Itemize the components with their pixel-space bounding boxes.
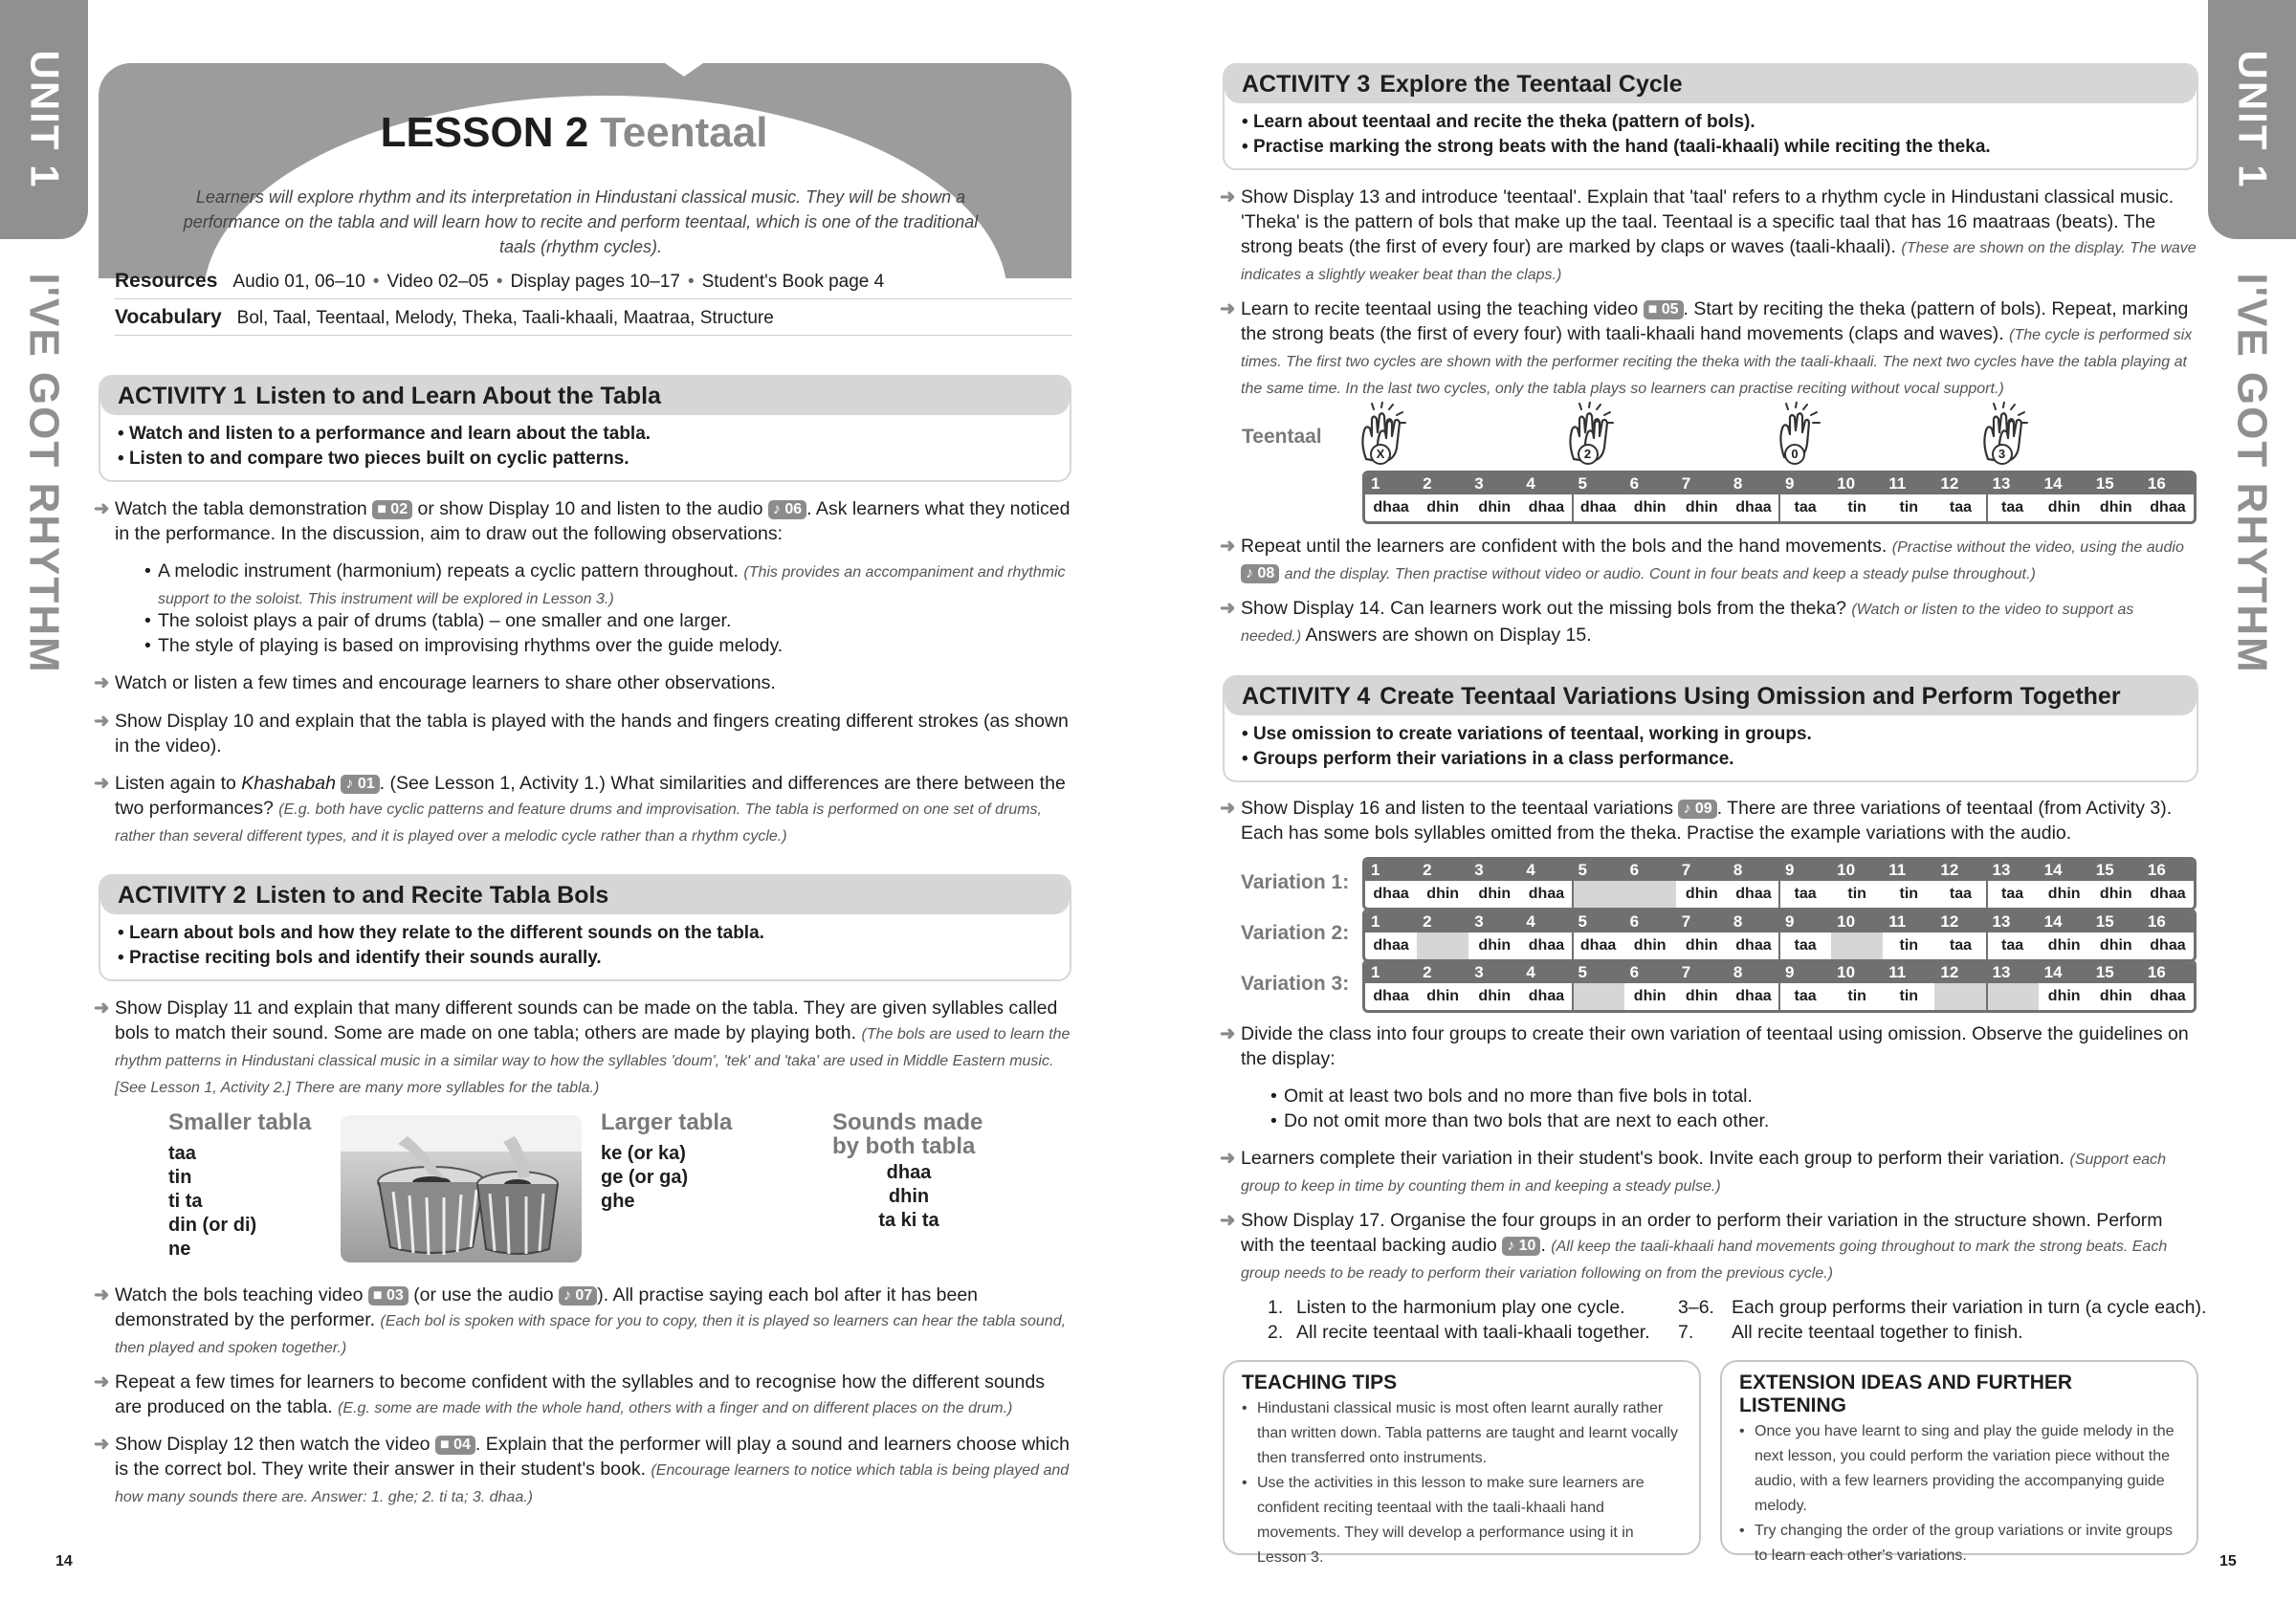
beat-cell: [2090, 860, 2142, 908]
beat-cell: [2039, 860, 2090, 908]
beat-cell: [1831, 860, 1883, 908]
activity-1-box: [99, 375, 1071, 482]
beat-number: 9: [1785, 474, 1795, 493]
audio-badge[interactable]: ♪ 07: [559, 1286, 597, 1306]
bol: taa: [1794, 886, 1817, 902]
beat-number: 7: [1681, 474, 1691, 493]
activity-4-para-4: ➜ Show Display 17. Organise the four groups in an order to perform their variation in the structure shown. Perform with the teentaal backing audio ♪ 10 . (All keep the taali-khaali hand movements going throughout to mark the strong beats. Each group needs to be ready to perform their variation following on from the previous cycle.): [1220, 1210, 2168, 1282]
bol: dhaa: [2150, 499, 2186, 516]
beat-cell: [1417, 473, 1468, 521]
beat-number: 10: [1837, 912, 1856, 931]
hand-mark: 2: [1578, 444, 1599, 465]
beat-number: 14: [2043, 912, 2063, 931]
beat-number: 7: [1681, 963, 1691, 981]
beat-number: 1: [1371, 861, 1380, 879]
beat-cell: [1987, 911, 2039, 959]
beat-number: 6: [1629, 474, 1640, 493]
beat-cell: [1728, 962, 1779, 1010]
teaching-tip: • Use the activities in this lesson to make sure learners are confident reciting teentaal with the taali-khaali hand movements. They will develop a performance using it in Lesson 3.: [1242, 1471, 1682, 1570]
vocabulary-row: [115, 306, 1071, 336]
lesson-intro: Learners will explore rhythm and its interpretation in Hindustani classical music. They will be shown a performance on the tabla and will learn how to recite and perform teentaal, which is one of the traditional taals (rhythm cycles).: [183, 187, 979, 256]
unit-title-label: I'VE GOT RHYTHM: [2229, 273, 2276, 674]
bol: dhin: [1478, 886, 1512, 902]
beat-number: 15: [2095, 912, 2114, 931]
beat-cell: [2039, 473, 2090, 521]
bol: dhin: [2047, 937, 2081, 954]
resource-item: Display pages 10–17: [510, 272, 680, 292]
beat-number: 4: [1526, 861, 1535, 879]
beat-cell: [1728, 473, 1779, 521]
bol: dhaa: [1528, 988, 1565, 1004]
beat-number: 15: [2095, 861, 2114, 879]
beat-number: 11: [1888, 474, 1907, 493]
lesson-name: Teentaal: [600, 109, 768, 156]
activity-3-box: [1223, 63, 2198, 170]
activity-1-objectives: • Watch and listen to a performance and learn about the tabla. • Listen to and compare two pieces built on cyclic patterns.: [118, 424, 651, 469]
bol: [1573, 881, 1624, 908]
bol: taa: [2001, 937, 2024, 954]
step-7: 7. All recite teentaal together to finish.: [1678, 1322, 2023, 1343]
activity-3-para-3: ➜ Repeat until the learners are confident with the bols and the hand movements. (Practise without the video, using the audio ♪ 08 and the display. Then practise without video or audio. Count in four beats and keep a steady pulse throughout.): [1220, 536, 2184, 582]
beat-cell: [1417, 911, 1468, 959]
observation-2: • The soloist plays a pair of drums (tabla) – one smaller and one larger.: [158, 608, 1071, 633]
beat-number: 16: [2147, 912, 2166, 931]
beat-number: 4: [1526, 912, 1535, 931]
bol: dhaa: [1373, 937, 1409, 954]
bol: dhin: [2099, 988, 2132, 1004]
bol: dhaa: [1373, 499, 1409, 516]
beat-cell: [1779, 860, 1831, 908]
lesson-number: LESSON 2: [380, 109, 589, 156]
activity-1-para-1: ➜ Watch the tabla demonstration ■ 02 or show Display 10 and listen to the audio ♪ 06 . Ask learners what they noticed in the performance. In the discussion, aim to draw out the following observations:: [94, 498, 1071, 544]
beat-number: 8: [1733, 861, 1743, 879]
guideline-1: • Omit at least two bols and no more than five bols in total.: [1284, 1084, 2193, 1108]
beat-number: 16: [2147, 963, 2166, 981]
beat-cell: [1520, 860, 1572, 908]
beat-cell: [1624, 962, 1676, 1010]
beat-cell: [1573, 911, 1624, 959]
bol: dhin: [1685, 886, 1718, 902]
beat-number: 2: [1423, 963, 1432, 981]
beat-cell: [1987, 860, 2039, 908]
beat-cell: [1831, 473, 1883, 521]
bol: dhin: [2047, 499, 2081, 516]
right-page: [1148, 0, 2296, 1624]
extension-idea: • Once you have learnt to sing and play the guide melody in the next lesson, you could perform the variation piece without the audio, with a few learners providing the accompanying guide melody.: [1739, 1419, 2179, 1519]
beat-cell: [1883, 860, 1934, 908]
larger-tabla-heading: Larger tabla: [601, 1109, 733, 1135]
bol: dhin: [2099, 937, 2132, 954]
bol: dhaa: [1528, 499, 1565, 516]
beat-number: 9: [1785, 861, 1795, 879]
bol: dhaa: [2150, 886, 2186, 902]
activity-3-para-4: ➜ Show Display 14. Can learners work out the missing bols from the theka? (Watch or listen to the video to support as needed.) Answers are shown on Display 15.: [1220, 598, 2134, 646]
resource-item: Student's Book page 4: [701, 272, 885, 292]
beat-cell: [1624, 473, 1676, 521]
beat-cell: [2142, 473, 2194, 521]
beat-number: 11: [1888, 963, 1907, 981]
bol: dhaa: [1373, 988, 1409, 1004]
activity-4-objectives: • Use omission to create variations of teentaal, working in groups. • Groups perform their variations in a class performance.: [1242, 724, 1812, 769]
bol: dhaa: [1579, 937, 1617, 954]
beat-number: 5: [1578, 912, 1587, 931]
beat-cell: [1468, 473, 1520, 521]
bol: dhin: [1478, 937, 1512, 954]
both-tabla-heading: Sounds made by both tabla: [832, 1109, 983, 1159]
beat-cell: [1728, 860, 1779, 908]
beat-cell: [1573, 962, 1624, 1010]
activity-2-box: [99, 874, 1071, 981]
hand-mark: 0: [1784, 444, 1805, 465]
beat-number: 9: [1785, 912, 1795, 931]
activity-1-para-3: ➜ Show Display 10 and explain that the tabla is played with the hands and fingers creating different strokes (as shown in the video).: [94, 711, 1069, 757]
beat-number: 2: [1423, 912, 1432, 931]
bol: [1573, 983, 1624, 1010]
clap-hands-icon: [1978, 402, 2034, 467]
beat-number: 7: [1681, 861, 1691, 879]
beat-number: 3: [1474, 963, 1484, 981]
unit-tab: [2208, 0, 2296, 239]
activity-1-para-4: ➜ Listen again to Khashabah ♪ 01 . (See Lesson 1, Activity 1.) What similarities and differences are there between the two performances? (E.g. both have cyclic patterns and feature drums and improvisation. The tabla is performed on one set of drums, rather than several different types, and it is played over a melodic cycle rather than a rhythm cycle.): [94, 773, 1066, 845]
beat-number: 14: [2043, 474, 2063, 493]
hand-mark: X: [1370, 444, 1391, 465]
activity-4-para-2: ➜ Divide the class into four groups to create their own variation of teentaal using omission. Observe the guidelines on the display:: [1220, 1023, 2189, 1069]
beat-number: 9: [1785, 963, 1795, 981]
beat-cell: [1365, 860, 1417, 908]
beat-cell: [2142, 911, 2194, 959]
beat-number: 1: [1371, 912, 1380, 931]
activity-3-para-1: ➜ Show Display 13 and introduce 'teentaal'. Explain that 'taal' refers to a rhythm cycle in Hindustani classical music. 'Theka' is the pattern of bols that make up the taal. Teentaal is a specific taal that has 16 maatraas (beats). The strong beats (the first of every four) are marked by claps or waves (taali-khaali). (These are shown on the display. The wave indicates a slightly weaker beat than the claps.): [1220, 187, 2197, 283]
vocabulary-list: Bol, Taal, Teentaal, Melody, Theka, Taali-khaali, Maatraa, Structure: [236, 308, 774, 328]
beat-number: 13: [1992, 963, 2011, 981]
beat-cell: [1883, 473, 1934, 521]
bol: [1831, 933, 1883, 959]
beat-cell: [1934, 473, 1986, 521]
beat-number: 5: [1578, 861, 1587, 879]
bol: dhaa: [1735, 937, 1772, 954]
beat-cell: [2090, 911, 2142, 959]
bol: taa: [1794, 988, 1817, 1004]
smaller-tabla-bols: taa tin ti ta din (or di) ne: [168, 1143, 257, 1260]
beat-cell: [1365, 962, 1417, 1010]
teentaal-beat-grid: [1362, 471, 2197, 524]
bol: taa: [1949, 886, 1972, 902]
bol: dhin: [1426, 886, 1460, 902]
beat-cell: [1934, 962, 1986, 1010]
beat-number: 16: [2147, 474, 2166, 493]
tabla-photo: [341, 1115, 582, 1262]
beat-number: 3: [1474, 861, 1484, 879]
variation-2-grid: [1362, 909, 2197, 962]
beat-cell: [1676, 962, 1728, 1010]
observation-3: • The style of playing is based on improvising rhythms over the guide melody.: [158, 633, 1071, 658]
beat-cell: [1365, 911, 1417, 959]
beat-cell: [1883, 911, 1934, 959]
beat-number: 12: [1940, 474, 1959, 493]
video-badge[interactable]: ■ 04: [435, 1436, 475, 1455]
beat-cell: [1987, 962, 2039, 1010]
activity-3-para-2: ➜ Learn to recite teentaal using the teaching video ■ 05 . Start by reciting the theka (pattern of bols). Repeat, marking the strong beats (the first of every four) with taali-khaali hand movements (claps and waves). (The cycle is performed six times. The first two cycles are shown with the performer reciting the theka with the taali-khaali. The next two cycles have the tabla playing at the same time. In the last two cycles, only the tabla plays so learners can practise reciting without vocal support.): [1220, 298, 2193, 397]
beat-number: 10: [1837, 963, 1856, 981]
bol: dhaa: [2150, 988, 2186, 1004]
teaching-tip: • Hindustani classical music is most often learnt aurally rather than written down. Tabla patterns are taught and learnt vocally then transferred onto instruments.: [1242, 1396, 1682, 1471]
activity-4-para-3: ➜ Learners complete their variation in their student's book. Invite each group to perform their variation. (Support each group to keep in time by counting them in and keeping a steady pulse.): [1220, 1148, 2167, 1195]
activity-2-objectives: • Learn about bols and how they relate to the different sounds on the tabla. • Practise reciting bols and identify their sounds aurally.: [118, 923, 764, 968]
bol: dhin: [1685, 937, 1718, 954]
resource-item: Video 02–05: [386, 272, 489, 292]
bol: dhin: [1685, 988, 1718, 1004]
beat-cell: [1624, 860, 1676, 908]
beat-number: 1: [1371, 474, 1380, 493]
beat-cell: [1468, 911, 1520, 959]
activity-2-para-4: ➜ Show Display 12 then watch the video ■ 04 . Explain that the performer will play a sound and learners choose which is the correct bol. They write their answer in their student's book. (Encourage learners to notice which tabla is being played and how many sounds there are. Answer: 1. ghe; 2. ti ta; 3. dhaa.): [94, 1434, 1070, 1505]
extension-box: [1720, 1360, 2198, 1564]
bol: tin: [1847, 988, 1866, 1004]
beat-cell: [1468, 962, 1520, 1010]
bol: dhaa: [1528, 937, 1565, 954]
activity-4-para-1: ➜ Show Display 16 and listen to the teentaal variations ♪ 09 . There are three variations of teentaal (from Activity 3). Each has some bols syllables omitted from the theka. Practise the example variations with the audio.: [1220, 798, 2173, 844]
unit-title: [0, 253, 88, 693]
beat-number: 5: [1578, 474, 1587, 493]
beat-cell: [1728, 911, 1779, 959]
activity-2-para-1: ➜ Show Display 11 and explain that many different sounds can be made on the tabla. They are given syllables called bols to match their sound. Some are made on one tabla; others are made by playing both. (The bols are used to learn the rhythm patterns in Hindustani classical music in a similar way to how the syllables 'doum', 'tek' and 'taka' are used in Middle Eastern music. [See Lesson 1, Activity 2.] There are many more syllables for the tabla.): [94, 998, 1071, 1096]
unit-tab-label: UNIT 1: [2230, 50, 2276, 189]
beat-number: 2: [1423, 861, 1432, 879]
beat-cell: [2142, 860, 2194, 908]
unit-title-label: I'VE GOT RHYTHM: [21, 273, 68, 674]
beat-number: 14: [2043, 963, 2063, 981]
vocabulary-label: Vocabulary: [115, 306, 222, 328]
bol: dhaa: [2150, 937, 2186, 954]
bol: dhaa: [1735, 886, 1772, 902]
resources-label: Resources: [115, 270, 218, 292]
beat-cell: [1779, 473, 1831, 521]
activity-3-heading: ACTIVITY 3 Explore the Teentaal Cycle: [1225, 65, 2197, 103]
beat-number: 6: [1629, 963, 1640, 981]
beat-cell: [1520, 473, 1572, 521]
beat-cell: [1624, 911, 1676, 959]
bol: tin: [1899, 886, 1919, 902]
beat-number: 8: [1733, 963, 1743, 981]
activity-2-para-2: ➜ Watch the bols teaching video ■ 03 (or use the audio ♪ 07 ). All practise saying each bol after it has been demonstrated by the performer. (Each bol is spoken with space for you to copy, then it is played so learners can hear the tabla sound, then played and spoken together.): [94, 1284, 1067, 1356]
teaching-tips-heading: TEACHING TIPS: [1242, 1372, 1398, 1394]
resource-item: Audio 01, 06–10: [232, 272, 365, 292]
beat-cell: [1934, 860, 1986, 908]
beat-cell: [1779, 911, 1831, 959]
beat-cell: [2090, 962, 2142, 1010]
bol: taa: [1949, 499, 1972, 516]
variation-3-grid: [1362, 959, 2197, 1013]
variation-1-label: Variation 1:: [1241, 871, 1350, 893]
beat-number: 7: [1681, 912, 1691, 931]
bol: taa: [2001, 499, 2024, 516]
lesson-title: [0, 109, 1148, 157]
bol: dhin: [2099, 886, 2132, 902]
activity-1-heading: ACTIVITY 1 Listen to and Learn About the Tabla: [100, 377, 1070, 415]
page-number-right: 15: [2219, 1553, 2237, 1569]
beat-number: 6: [1629, 912, 1640, 931]
activity-3-objectives: • Learn about teentaal and recite the theka (pattern of bols). • Practise marking the strong beats with the hand (taali-khaali) while reciting the theka.: [1242, 112, 1991, 157]
bol: dhaa: [1579, 499, 1617, 516]
hand-mark: 3: [1992, 444, 2013, 465]
beat-cell: [1365, 473, 1417, 521]
beat-number: 10: [1837, 861, 1856, 879]
beat-number: 8: [1733, 474, 1743, 493]
video-badge[interactable]: ■ 02: [372, 500, 412, 519]
bol: [1987, 983, 2039, 1010]
bol: dhin: [2047, 886, 2081, 902]
variation-1-grid: [1362, 857, 2197, 911]
bol: tin: [1899, 988, 1919, 1004]
audio-badge[interactable]: ♪ 01: [341, 775, 379, 794]
extension-idea: • Try changing the order of the group variations or invite groups to learn each other's variations.: [1739, 1519, 2179, 1569]
beat-number: 1: [1371, 963, 1380, 981]
beat-number: 11: [1888, 912, 1907, 931]
activity-2-heading: ACTIVITY 2 Listen to and Recite Tabla Bols: [100, 876, 1070, 914]
beat-number: 13: [1992, 474, 2011, 493]
bol: tin: [1847, 886, 1866, 902]
clap-hands-icon: [1564, 402, 1620, 467]
beat-cell: [1520, 962, 1572, 1010]
beat-cell: [1676, 473, 1728, 521]
activity-2-para-3: ➜ Repeat a few times for learners to become confident with the syllables and to recognise how the different sounds are produced on the tabla. (E.g. some are made with the whole hand, others with a finger and on different places on the drum.): [94, 1372, 1045, 1417]
beat-number: 14: [2043, 861, 2063, 879]
unit-tab-label: UNIT 1: [22, 50, 68, 189]
beat-cell: [1417, 962, 1468, 1010]
beat-cell: [1573, 473, 1624, 521]
bol: tin: [1899, 499, 1919, 516]
beat-cell: [1831, 962, 1883, 1010]
beat-number: 12: [1940, 912, 1959, 931]
beat-number: 4: [1526, 963, 1535, 981]
teaching-tips-box: [1223, 1360, 1701, 1566]
beat-number: 11: [1888, 861, 1907, 879]
wave-hand-icon: [1771, 402, 1826, 467]
step-3-6: 3–6. Each group performs their variation in turn (a cycle each).: [1678, 1297, 2207, 1318]
step-1: 1. Listen to the harmonium play one cycle.: [1268, 1297, 1625, 1318]
bol: taa: [1949, 937, 1972, 954]
bol: dhin: [2099, 499, 2132, 516]
beat-cell: [1676, 911, 1728, 959]
bol: dhaa: [1528, 886, 1565, 902]
page-number-left: 14: [55, 1553, 73, 1569]
guideline-2: • Do not omit more than two bols that are next to each other.: [1284, 1108, 2193, 1133]
beat-number: 12: [1940, 861, 1959, 879]
bol: dhin: [1426, 499, 1460, 516]
activity-1-para-2: ➜ Watch or listen a few times and encourage learners to share other observations.: [94, 672, 776, 693]
bol: dhin: [1426, 988, 1460, 1004]
bol: dhin: [1633, 937, 1667, 954]
beat-number: 3: [1474, 912, 1484, 931]
beat-number: 2: [1423, 474, 1432, 493]
audio-badge[interactable]: ♪ 06: [768, 500, 806, 519]
bol: tin: [1847, 499, 1866, 516]
beat-cell: [1831, 911, 1883, 959]
beat-cell: [2039, 911, 2090, 959]
variation-2-label: Variation 2:: [1241, 922, 1350, 944]
bol: tin: [1899, 937, 1919, 954]
beat-cell: [1987, 473, 2039, 521]
bol: dhin: [1685, 499, 1718, 516]
beat-cell: [1934, 911, 1986, 959]
bol: [1624, 881, 1676, 908]
beat-cell: [1883, 962, 1934, 1010]
unit-title: [2208, 253, 2296, 693]
bol: dhin: [1478, 499, 1512, 516]
audio-badge[interactable]: ♪ 08: [1241, 564, 1279, 583]
bol: dhin: [2047, 988, 2081, 1004]
beat-cell: [1573, 860, 1624, 908]
audio-badge[interactable]: ♪ 10: [1502, 1237, 1540, 1256]
beat-number: 3: [1474, 474, 1484, 493]
both-tabla-bols: dhaa dhin ta ki ta: [878, 1162, 939, 1231]
bol: dhaa: [1373, 886, 1409, 902]
activity-4-heading: ACTIVITY 4 Create Teentaal Variations Using Omission and Perform Together: [1225, 677, 2197, 715]
extension-heading: EXTENSION IDEAS AND FURTHER LISTENING: [1739, 1372, 2073, 1416]
beat-number: 5: [1578, 963, 1587, 981]
beat-number: 15: [2095, 474, 2114, 493]
video-badge[interactable]: ■ 03: [368, 1286, 408, 1306]
beat-cell: [2142, 962, 2194, 1010]
video-badge[interactable]: ■ 05: [1644, 300, 1684, 319]
beat-cell: [2039, 962, 2090, 1010]
beat-cell: [1520, 911, 1572, 959]
bol: taa: [1794, 937, 1817, 954]
beat-number: 6: [1629, 861, 1640, 879]
variation-3-label: Variation 3:: [1241, 973, 1350, 995]
beat-number: 15: [2095, 963, 2114, 981]
bol: taa: [1794, 499, 1817, 516]
beat-number: 12: [1940, 963, 1959, 981]
bol: dhin: [1633, 988, 1667, 1004]
beat-cell: [1417, 860, 1468, 908]
audio-badge[interactable]: ♪ 09: [1678, 800, 1716, 819]
beat-number: 13: [1992, 861, 2011, 879]
bol: taa: [2001, 886, 2024, 902]
beat-cell: [2090, 473, 2142, 521]
step-2: 2. All recite teentaal with taali-khaali together.: [1268, 1322, 1650, 1343]
beat-number: 13: [1992, 912, 2011, 931]
bol: [1417, 933, 1468, 959]
smaller-tabla-heading: Smaller tabla: [168, 1109, 312, 1135]
bol: [1934, 983, 1986, 1010]
resources-row: Resources Audio 01, 06–10 • Video 02–05 • Display pages 10–17 • Student's Book page 4: [115, 270, 1071, 299]
beat-number: 16: [2147, 861, 2166, 879]
observation-1: • A melodic instrument (harmonium) repeats a cyclic pattern throughout. (This provides an accompaniment and rhythmic support to the soloist. This instrument will be explored in Lesson 3.): [158, 559, 1071, 612]
beat-number: 8: [1733, 912, 1743, 931]
teentaal-label: Teentaal: [1242, 426, 1322, 448]
beat-number: 4: [1526, 474, 1535, 493]
bol: dhaa: [1735, 988, 1772, 1004]
beat-cell: [1468, 860, 1520, 908]
beat-number: 10: [1837, 474, 1856, 493]
bol: dhin: [1633, 499, 1667, 516]
activity-4-box: [1223, 675, 2198, 782]
beat-cell: [1779, 962, 1831, 1010]
bol: dhin: [1478, 988, 1512, 1004]
clap-hands-icon: [1357, 402, 1412, 467]
bol: dhaa: [1735, 499, 1772, 516]
larger-tabla-bols: ke (or ka) ge (or ga) ghe: [601, 1143, 689, 1212]
beat-cell: [1676, 860, 1728, 908]
